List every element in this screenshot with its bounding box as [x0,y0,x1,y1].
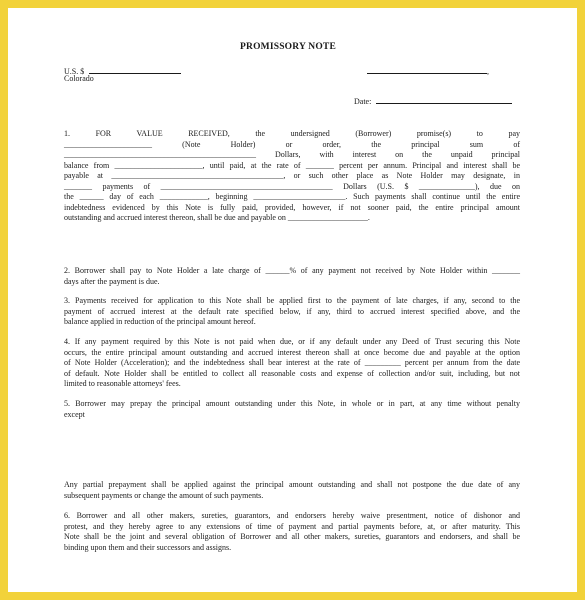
paragraph-line: ______________________ (Note Holder) or order, the principal sum of [64,139,520,149]
paragraph-line: _______ payments of ___________________________________________ Dollars (U.S. $ ______________), due on [64,181,520,191]
paragraph-line: outstanding and accrued interest thereon, shall be due and payable on ____________________. [64,213,370,222]
paragraph-line: Any partial prepayment shall be applied against the principal amount outstanding and shall not postpone the due date of any [64,480,520,489]
paragraph-line: balance applied in reduction of the principal amount hereof. [64,317,256,326]
date-row [354,95,512,107]
paragraph-3 [64,296,520,328]
paragraph-line: ________________________________________________ Dollars, with interest on the unpaid principal [64,150,520,159]
paragraph-line: indebtedness evidenced by this Note is fully paid, provided, however, if not sooner paid, the entire principal amount [64,202,520,212]
paragraph-6 [64,511,520,553]
document-page [8,8,577,592]
paragraph-line: 5. Borrower may prepay the principal amount outstanding under this Note, in whole or in part, at any time without penalty [64,399,520,408]
state-label: Colorado [64,74,94,83]
paragraph-line: payment of accrued interest at the default rate specified below, if any, third to accrued interest specified above, and the [64,306,520,316]
paragraph-line: days after the payment is due. [64,276,160,286]
paragraph-line: payable at ___________________________________________, or such other place as Note Holder may designate, in [64,171,520,180]
paragraph-5-continued [64,480,520,501]
paragraph-4 [64,337,520,390]
paragraph-line: of Note Holder (Acceleration); and the indebtedness shall bear interest at the rate of _________ percent per annum from the date [64,358,520,367]
date-field[interactable] [376,95,512,104]
paragraph-line: except [64,409,85,419]
paragraph-line: Note shall be the joint and several obligation of Borrower and all other makers, sureties, guarantors and endorsers, and shall be [64,532,520,541]
document-title: PROMISSORY NOTE [240,42,337,52]
paragraph-line: limited to reasonable attorneys' fees. [64,379,181,388]
paragraph-line: 3. Payments received for application to this Note shall be applied first to the payment of late charges, if any, second to the [64,296,520,305]
place-field[interactable] [367,65,487,74]
paragraph-line: occurs, the entire principal amount outstanding and accrued interest thereon shall at once become due and payable at the option [64,347,520,357]
paragraph-line: 2. Borrower shall pay to Note Holder a late charge of ______% of any payment not received by Note Holder within _______ [64,266,520,275]
paragraph-line: of default. Note Holder shall be entitled to collect all reasonable costs and expense of collection and/or suit, including, but not [64,368,520,378]
paragraph-line: balance from ______________________, until paid, at the rate of _______ percent per annum. Principal and interest shall be [64,160,520,170]
paragraph-1 [64,129,520,224]
paragraph-line: the ______ day of each ____________, beginning _______________________. Such payments shall continue until the entire [64,192,520,201]
paragraph-line: 6. Borrower and all other makers, sureties, guarantors, and endorsers hereby waive presentment, notice of dishonor and [64,511,520,520]
paragraph-line: 4. If any payment required by this Note is not paid when due, or if any default under any Deed of Trust securing this Note [64,337,520,346]
place-suffix: , [487,67,489,76]
amount-field[interactable] [89,65,181,74]
paragraph-line: binding upon them and their successors and assigns. [64,542,232,552]
paragraph-line: 1. FOR VALUE RECEIVED, the undersigned (Borrower) promise(s) to pay [64,129,520,138]
paragraph-5 [64,399,520,420]
paragraph-2 [64,266,520,287]
date-label: Date: [354,97,372,106]
paragraph-line: subsequent payments or change the amount of such payments. [64,490,264,500]
amount-label: U.S. $ [64,67,85,76]
place-row [367,65,489,77]
paragraph-line: protest, and they hereby agree to any extensions of time of payment and partial payments before, at, or after maturity. This [64,521,520,531]
